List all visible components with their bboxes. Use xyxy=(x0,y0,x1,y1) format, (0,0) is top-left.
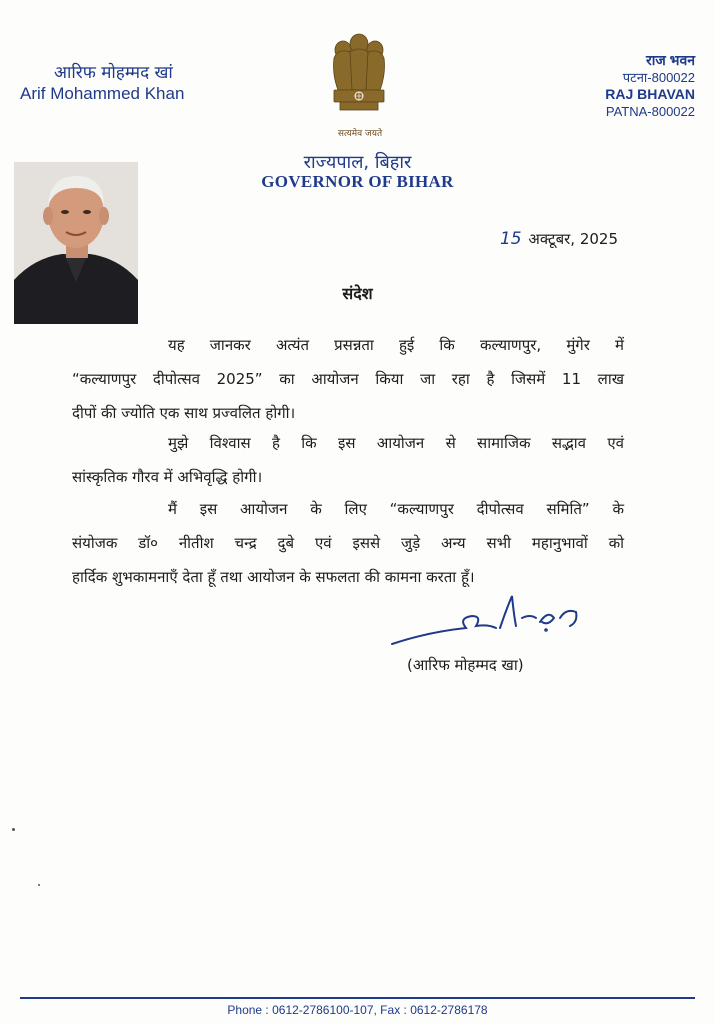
paragraph-1 xyxy=(72,328,624,430)
sender-name-hindi: आरिफ मोहम्मद खां xyxy=(54,63,173,83)
paragraph-1-line-1: यह जानकर अत्यंत प्रसन्नता हुई कि कल्याणपुर, मुंगेर में xyxy=(168,336,624,354)
signatory-name: (आरिफ मोहम्मद खा) xyxy=(407,656,524,674)
scan-speck xyxy=(38,884,40,886)
paragraph-3 xyxy=(72,492,624,594)
address-hindi-line1: राज भवन xyxy=(645,52,695,68)
office-title-hindi: राज्यपाल, बिहार xyxy=(303,152,412,173)
date-month-year: अक्टूबर, 2025 xyxy=(528,230,618,248)
scan-speck xyxy=(12,828,15,831)
address-hindi-line2: पटना-800022 xyxy=(622,70,695,85)
office-title-english: GOVERNOR OF BIHAR xyxy=(261,172,454,191)
letter-date xyxy=(500,229,618,249)
paragraph-3-line-3: हार्दिक शुभकामनाएँ देता हूँ तथा आयोजन के सफलता की कामना करता हूँ। xyxy=(72,568,475,586)
address-english-line2: PATNA-800022 xyxy=(605,104,695,119)
paragraph-1-line-2: “कल्याणपुर दीपोत्सव 2025” का आयोजन किया जा रहा है जिसमें 11 लाख xyxy=(72,370,624,388)
paragraph-2-line-1: मुझे विश्वास है कि इस आयोजन से सामाजिक सद्भाव एवं xyxy=(168,434,624,452)
paragraph-3-line-1: मैं इस आयोजन के लिए “कल्याणपुर दीपोत्सव समिति” के xyxy=(168,500,624,518)
address-block xyxy=(605,52,695,120)
footer-divider xyxy=(20,997,695,999)
paragraph-1-line-3: दीपों की ज्योति एक साथ प्रज्वलित होगी। xyxy=(72,404,296,422)
paragraph-2 xyxy=(72,426,624,494)
paragraph-2-line-2: सांस्कृतिक गौरव में अभिवृद्धि होगी। xyxy=(72,468,263,486)
address-english-line1: RAJ BHAVAN xyxy=(605,86,695,102)
message-heading: संदेश xyxy=(342,284,373,303)
footer-contact: Phone : 0612-2786100-107, Fax : 0612-2786178 xyxy=(227,1003,488,1017)
national-emblem-icon xyxy=(326,28,392,126)
date-day: 15 xyxy=(499,229,522,249)
emblem-motto: सत्यमेव जयते xyxy=(337,129,383,139)
sender-name-english: Arif Mohammed Khan xyxy=(20,84,185,103)
handwritten-signature-icon xyxy=(388,588,598,650)
paragraph-3-line-2: संयोजक डॉ० नीतीश चन्द्र दुबे एवं इससे जुड़े अन्य सभी महानुभावों को xyxy=(72,534,624,552)
